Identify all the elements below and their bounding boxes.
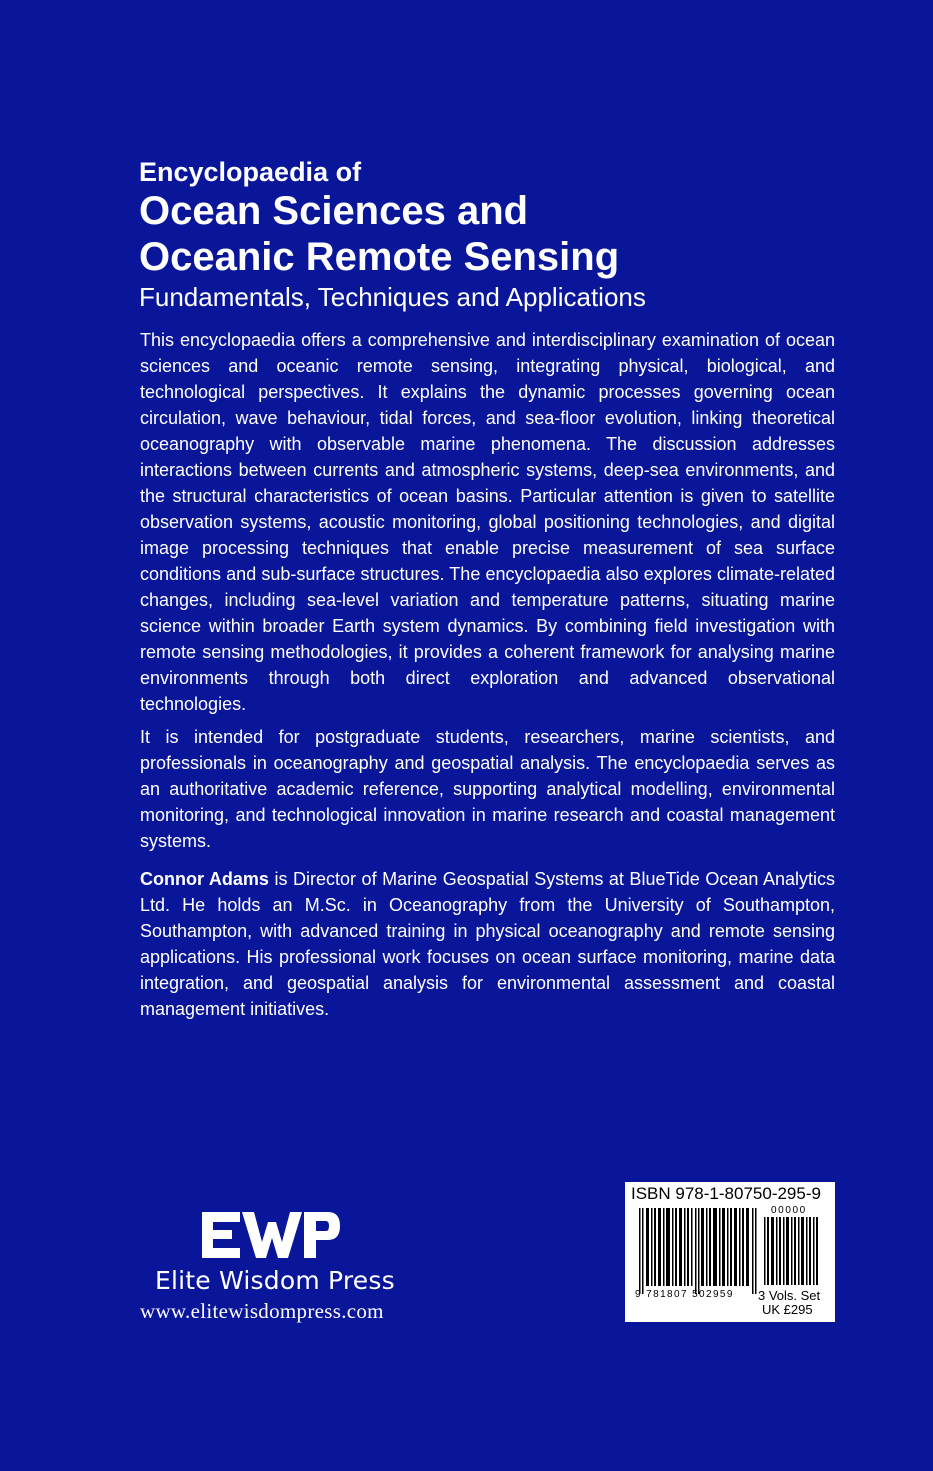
barcode-addon-digits: 00000 bbox=[771, 1205, 807, 1216]
publisher-logo bbox=[140, 1212, 410, 1324]
main-title-line-2: Oceanic Remote Sensing bbox=[139, 235, 620, 279]
ean-barcode-icon bbox=[639, 1208, 757, 1294]
isbn-number: ISBN 978-1-80750-295-9 bbox=[631, 1184, 821, 1203]
title-block bbox=[139, 156, 839, 314]
author-bio-text: is Director of Marine Geospatial Systems at BlueTide Ocean Analytics Ltd. He holds an M.Sc. in Oceanography from the University of Southampton, Southampton, with advanced training in physical oceanography and remote sensing applications. His professional work focuses on ocean surface monitoring, marine data integration, and geospatial analysis for environmental assessment and coastal management initiatives. bbox=[140, 869, 835, 1019]
price-label: UK £295 bbox=[762, 1302, 813, 1317]
series-title: Encyclopaedia of bbox=[139, 157, 362, 187]
ewp-logo-icon bbox=[202, 1212, 340, 1258]
blurb bbox=[140, 327, 835, 1029]
description-paragraph-1: This encyclopaedia offers a comprehensive and interdisciplinary examination of ocean sciences and oceanic remote sensing, integrating physical, biological, and technological perspectives. It explains the dynamic processes governing ocean circulation, wave behaviour, tidal forces, and sea-floor evolution, linking theoretical oceanography with observable marine phenomena. The discussion addresses interactions between currents and atmospheric systems, deep-sea environments, and the structural characteristics of ocean basins. Particular attention is given to satellite observation systems, acoustic monitoring, global positioning technologies, and digital image processing techniques that enable precise measurement of sea surface conditions and sub-surface structures. The encyclopaedia also explores climate-related changes, including sea-level variation and temperature patterns, situating marine science within broader Earth system dynamics. By combining field investigation with remote sensing methodologies, it provides a coherent framework for analysing marine environments through both direct exploration and advanced observational technologies. bbox=[140, 330, 835, 714]
main-title-line-1: Ocean Sciences and bbox=[139, 189, 529, 233]
volume-set-label: 3 Vols. Set bbox=[758, 1288, 821, 1303]
isbn-barcode-panel bbox=[625, 1182, 835, 1322]
description-paragraph-2: It is intended for postgraduate students, researchers, marine scientists, and professionals in oceanography and geospatial analysis. The encyclopaedia serves as an authoritative academic reference, supporting analytical modelling, environmental monitoring, and technological innovation in marine research and coastal management systems. bbox=[140, 727, 835, 851]
author-bio bbox=[140, 866, 835, 1022]
publisher-name: Elite Wisdom Press bbox=[155, 1266, 395, 1295]
publisher-url: www.elitewisdompress.com bbox=[140, 1299, 384, 1323]
author-name: Connor Adams bbox=[140, 869, 269, 889]
subtitle: Fundamentals, Techniques and Applications bbox=[139, 282, 646, 312]
barcode-digits: 9 781807 502959 bbox=[635, 1289, 734, 1300]
addon-barcode-icon bbox=[764, 1217, 820, 1285]
